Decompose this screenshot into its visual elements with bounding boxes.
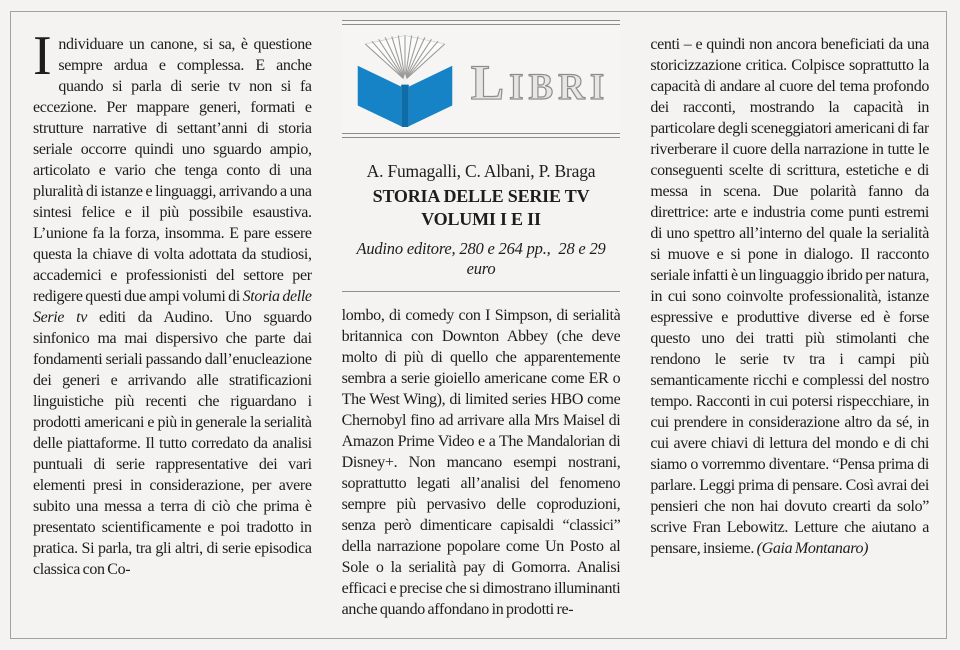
book-title [342,185,621,231]
article-text-middle: lombo, di comedy con I Simpson, di serialità britannica con Downton Abbey (che deve molto di più di quello che apparentemente sembra a serie gioiello americane come ER o The West Wing), di limited series HBO come Chernobyl fino ad arrivare alla Mrs Maisel di Amazon Prime Video e a The Mandalorian di Disney+. Non mancano esempi nostrani, soprattutto legati all’analisi del fenomeno sempre più pervasivo delle coproduzioni, senza però dimenticare capisaldi “classici” della narrazione popolare come Un Posto al Sole o la serialità pay di Gomorra. Analisi efficaci e precise che si dimostrano illuminanti anche quando affondano in prodotti re- [341,307,621,618]
article-text-right: centi – e quindi non ancora beneficiati da una storicizzazione critica. Colpisce soprattutto la capacità di andare al cuore del tema profondo dei racconti, mostrando la capacità in particolare degli sceneggiatori americani di far riverberare il cuore della narrazione in tutte le conseguenti scelte di scrittura, estetiche e di messa in scena. Due polarità fanno da direttrice: arte e industria come punti estremi di uno spettro all’interno del quale la serialità si muove e si pone in dialogo. Il racconto seriale infatti è un linguaggio ibrido per natura, in cui sono coinvolte professionalità, istanze espressive e produttive diverse ed è forse questo uno dei tratti più stimolanti che rendono le serie tv tra i campi più semanticamente ricchi e complessi del nostro tempo. Racconti in cui potersi rispecchiare, in cui prendere in considerazione altro da sé, in cui avere chiavi di lettura del mondo e di chi siamo o vorremmo diventare. “Pensa prima di parlare. Leggi prima di pensare. Così avrai dei pensieri che non hai dovuto crearti da solo” scrive Fran Lebowitz. Letture che aiutano a pensare, insieme. (Gaia Montanaro) [650,36,930,557]
drop-cap: I [33,25,52,87]
column-left [33,0,312,650]
libri-word-wrap [457,51,621,110]
libri-logo-box-inner [342,24,621,134]
libri-logo-box [342,20,621,138]
header-divider [342,291,621,292]
publisher-info: Audino editore, 280 e 264 pp., 28 e 29 euro [356,239,610,278]
book-title-line1: STORIA DELLE SERIE TV [372,186,590,206]
article-text-left [33,25,312,580]
column-middle [342,0,621,636]
book-title-line2: VOLUMI I E II [421,209,541,229]
book-icon [353,31,457,132]
column-right [650,0,929,650]
book-authors: A. Fumagalli, C. Albani, P. Braga [366,161,596,181]
libri-section-title: LIBRI [470,54,610,110]
article-columns [33,0,929,650]
article-text-left-body: ndividuare un canone, si sa, è questione sempre ardua e complessa. E anche quando si parla di serie tv non si fa eccezione. Per mappare generi, formati e strutture narrative di settant’anni di storia seriale occorre quindi uno sguardo ampio, articolato e vario che tenga conto di una pluralità di istanze e linguaggi, arrivando a una sintesi felice e il più possibile esaustiva. L’unione fa la forza, insomma. E pare essere questa la chiave di volta adottata da studiosi, accademici e professionisti del settore per redigere questi due ampi volumi di Storia delle Serie tv editi da Audino. Uno sguardo sinfonico ma mai dispersivo che parte dai fondamenti seriali passando dall’enucleazione dei generi e arrivando alle stratificazioni linguistiche più recenti che riguardano i prodotti americani e più in generale la serialità delle piattaforme. Il tutto corredato da analisi puntuali di serie rappresentative dei vari elementi presi in considerazione, per avere subito una messa a terra di ciò che prima è presentato scientificamente e poi tradotto in pratica. Si parla, tra gli altri, di serie episodica classica con Co- [33,36,312,578]
